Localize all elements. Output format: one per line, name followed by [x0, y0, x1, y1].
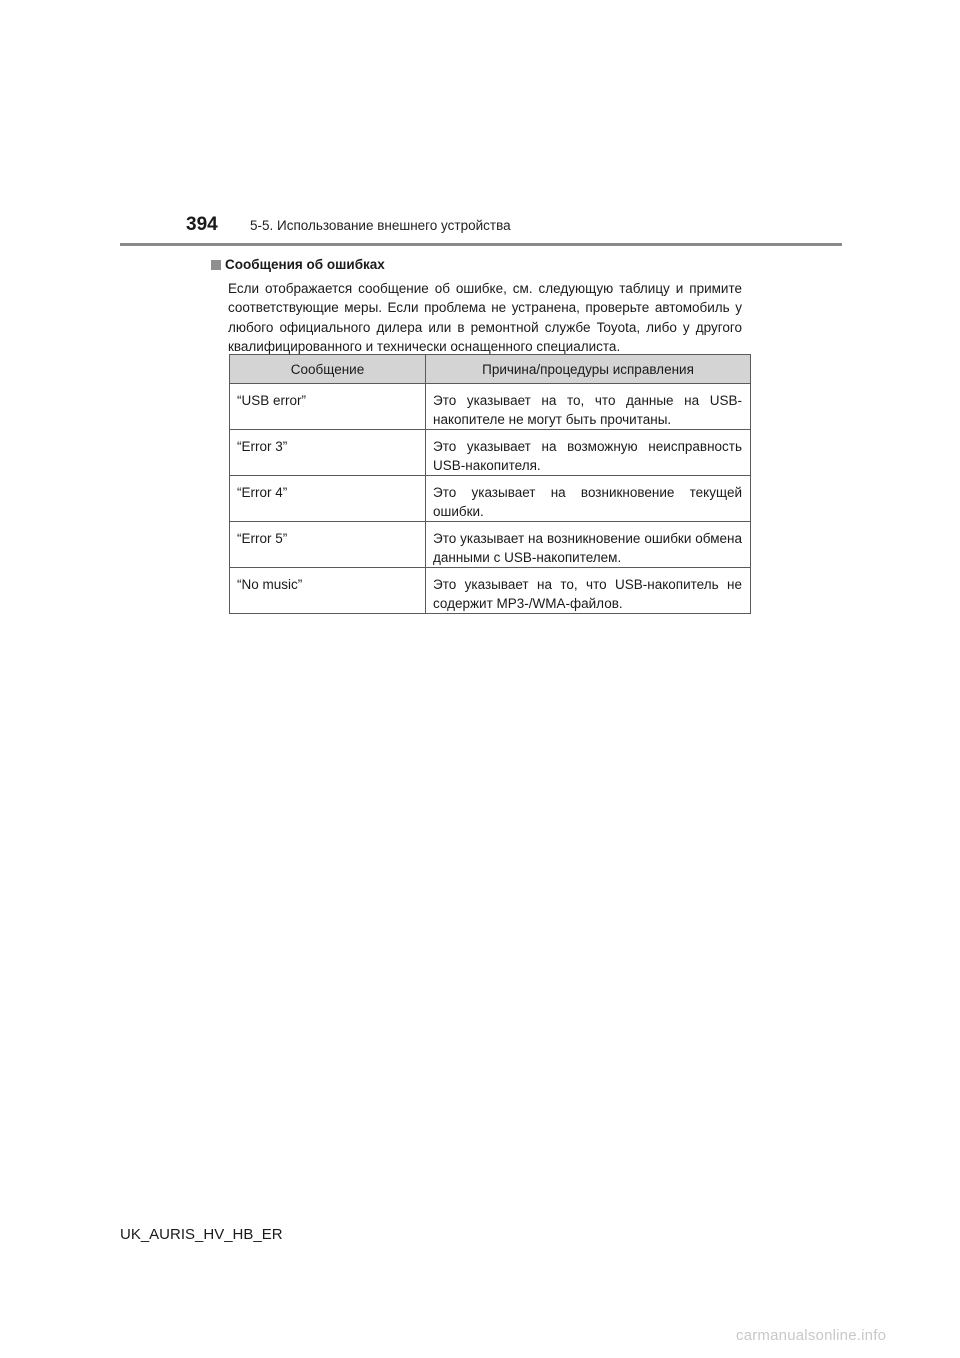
table-row [230, 568, 751, 614]
subheading-text: Сообщения об ошибках [225, 257, 385, 272]
watermark[interactable]: carmanualsonline.info [736, 1327, 887, 1344]
table-row [230, 384, 751, 430]
manual-code: UK_AURIS_HV_HB_ER [120, 1226, 283, 1243]
column-header-message: Сообщение [230, 355, 426, 384]
table-row [230, 430, 751, 476]
square-bullet-icon [211, 260, 221, 270]
header-divider [120, 243, 842, 246]
cause-cell: Это указывает на возможную неисправность USB-накопителя. [426, 430, 751, 476]
message-cell: “USB error” [230, 384, 426, 430]
section-title: 5-5. Использование внешнего устройства [250, 218, 511, 233]
message-cell: “Error 5” [230, 522, 426, 568]
page-number: 394 [186, 214, 218, 235]
cause-cell: Это указывает на возникновение ошибки обмена данными с USB-накопителем. [426, 522, 751, 568]
message-cell: “Error 4” [230, 476, 426, 522]
table-header-row [230, 355, 751, 384]
message-cell: “No music” [230, 568, 426, 614]
subheading [211, 257, 385, 272]
cause-cell: Это указывает на возникновение текущей ошибки. [426, 476, 751, 522]
error-messages-table [229, 354, 751, 614]
cause-cell: Это указывает на то, что USB-накопитель не содержит MP3-/WMA-файлов. [426, 568, 751, 614]
intro-paragraph: Если отображается сообщение об ошибке, см. следующую таблицу и примите соответствующие меры. Если проблема не устранена, проверьте автомобиль у любого официального дилера или в ремонтной службе Toyota, либо у другого квалифицированного и технически оснащенного специалиста. [228, 281, 742, 354]
message-cell: “Error 3” [230, 430, 426, 476]
table-row [230, 476, 751, 522]
cause-cell: Это указывает на то, что данные на USB-накопителе не могут быть прочитаны. [426, 384, 751, 430]
page-header [186, 214, 511, 236]
table-row [230, 522, 751, 568]
column-header-cause: Причина/процедуры исправления [426, 355, 751, 384]
